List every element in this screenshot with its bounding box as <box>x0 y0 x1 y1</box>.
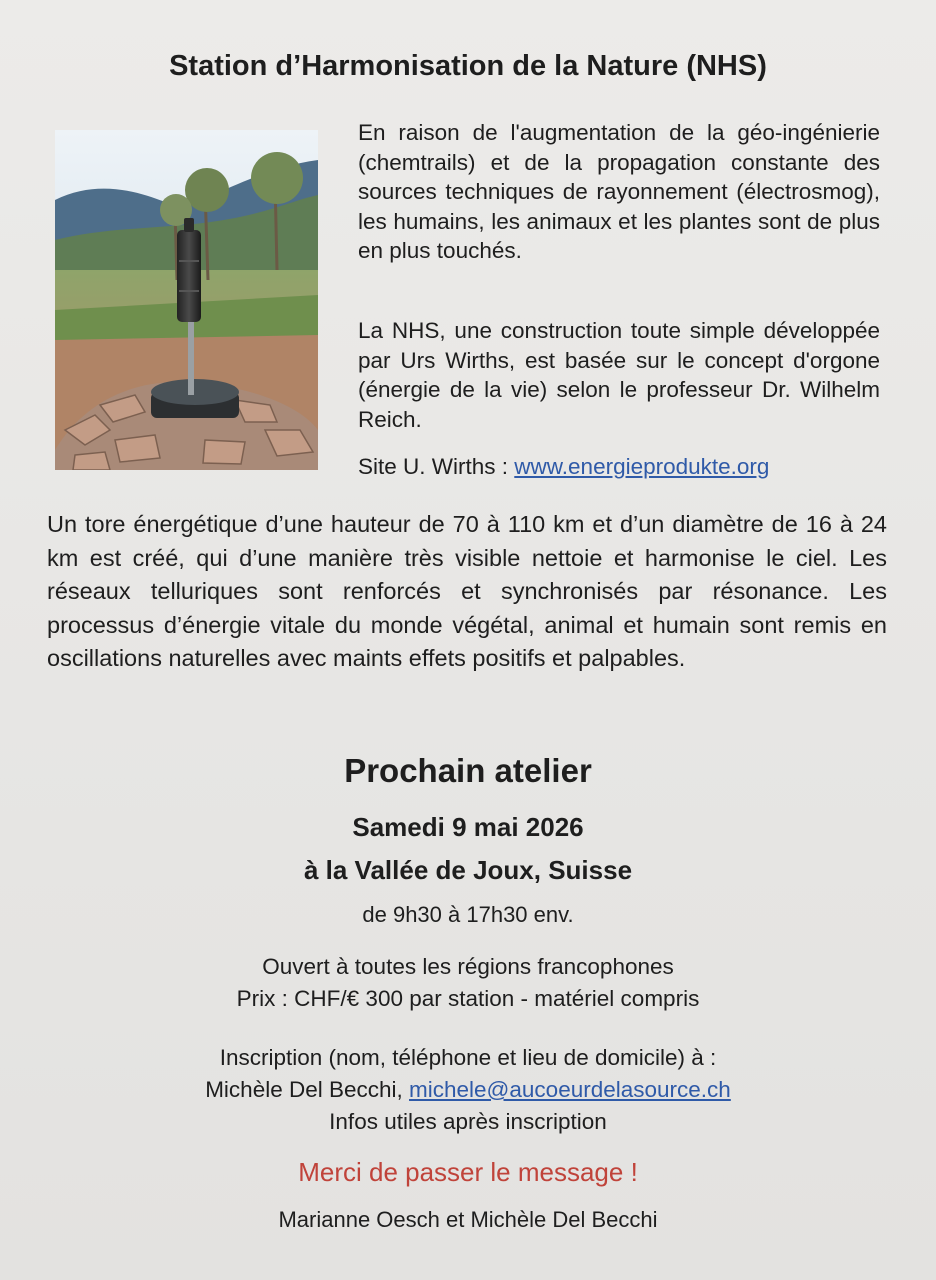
workshop-heading: Prochain atelier <box>344 752 592 789</box>
workshop-audience: Ouvert à toutes les régions francophones <box>262 954 674 979</box>
contact-name: Michèle Del Becchi, <box>205 1077 410 1102</box>
registration-contact <box>0 1077 936 1103</box>
nhs-description-paragraph: La NHS, une construction toute simple développée par Urs Wirths, est basée sur le concept d'orgone (énergie de la vie) selon le professeur Dr. Wilhelm Reich. <box>358 318 880 432</box>
website-line <box>358 452 769 481</box>
workshop-place: à la Vallée de Joux, Suisse <box>303 855 633 885</box>
contact-email-link[interactable]: michele@aucoeurdelasource.ch <box>409 1077 731 1102</box>
registration-line: Inscription (nom, téléphone et lieu de domicile) à : <box>219 1045 717 1070</box>
flyer-title: Station d’Harmonisation de la Nature (NHS) <box>169 50 767 82</box>
intro-paragraph: En raison de l'augmentation de la géo-ingénierie (chemtrails) et de la propagation constante des sources techniques de rayonnement (électrosmog), les humains, les animaux et les plantes sont de plus en plus touchés. <box>358 120 880 263</box>
website-link[interactable]: www.energieprodukte.org <box>514 454 770 479</box>
thanks-message: Merci de passer le message ! <box>298 1157 638 1187</box>
torus-description-paragraph: Un tore énergétique d’une hauteur de 70 à 110 km et d’un diamètre de 16 à 24 km est créé, qui d’une manière très visible nettoie et harmonise le ciel. Les réseaux telluriques sont renforcés et synchronisés par résonance. Les processus d’énergie vitale du monde végétal, animal et humain sont remis en oscillations naturelles avec maints effets positifs et palpables. <box>47 511 887 671</box>
signature: Marianne Oesch et Michèle Del Becchi <box>278 1207 658 1232</box>
website-label: Site U. Wirths : <box>358 454 515 479</box>
workshop-price: Prix : CHF/€ 300 par station - matériel compris <box>236 986 700 1011</box>
registration-infos: Infos utiles après inscription <box>329 1109 607 1134</box>
workshop-time: de 9h30 à 17h30 env. <box>362 902 574 927</box>
nhs-station-photo <box>55 130 318 470</box>
workshop-date: Samedi 9 mai 2026 <box>352 812 584 842</box>
